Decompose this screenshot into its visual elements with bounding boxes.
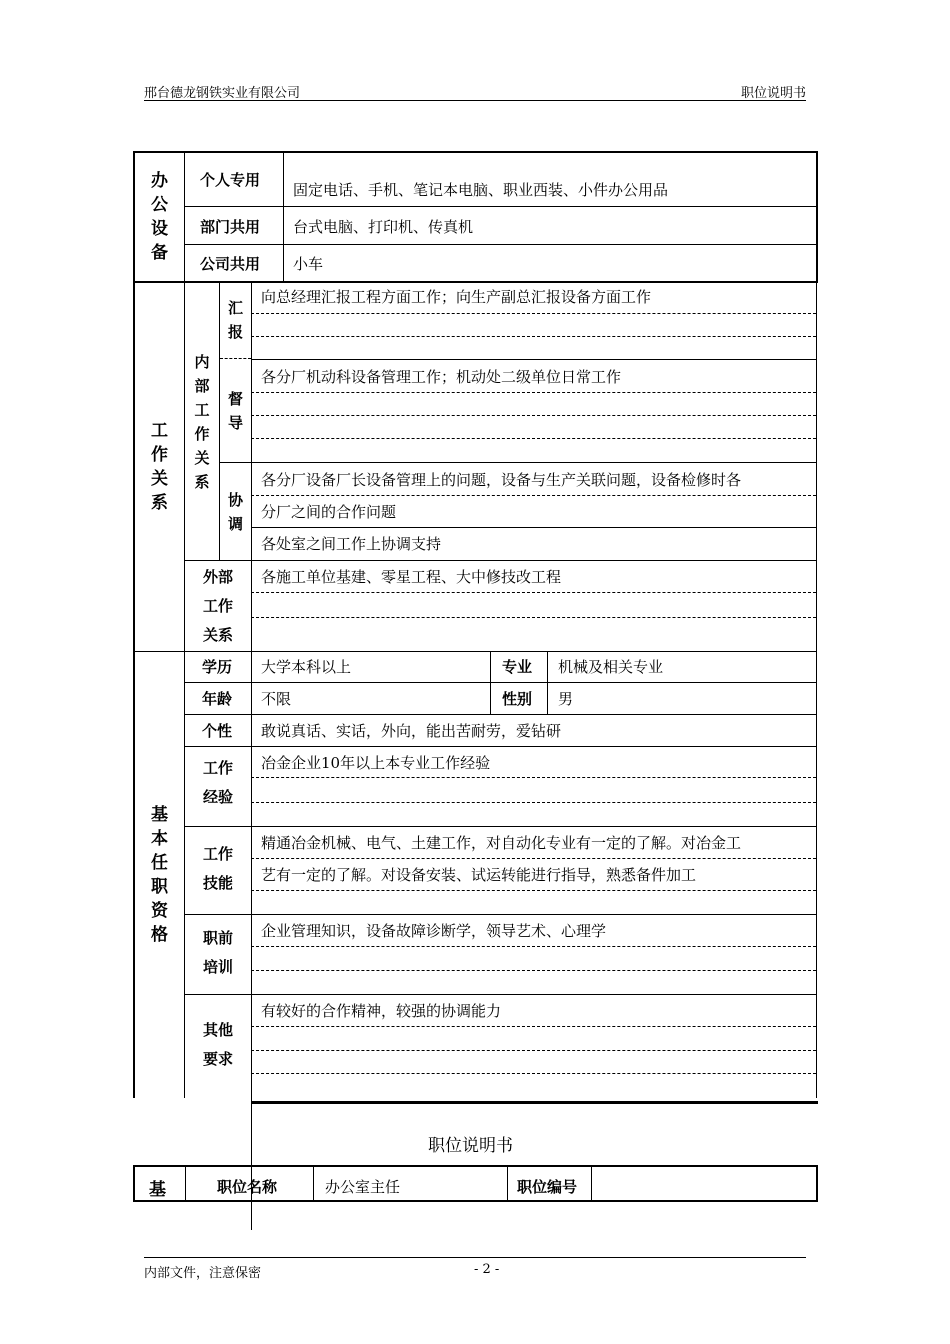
external-line-1: 各施工单位基建、零星工程、大中修技改工程 [261,568,562,586]
report-label: 汇 报 [227,299,243,341]
gender-label: 性别 [502,690,533,708]
personality-value: 敢说真话、实话，外向，能出苦耐劳，爱钻研 [261,722,562,740]
coordinate-line-2: 分厂之间的合作问题 [261,503,397,521]
major-value: 机械及相关专业 [558,658,664,676]
qualifications-title: 基 本 任 职 资 格 [151,805,168,945]
skills-label: 工作 技能 [202,845,233,892]
work-relations-title: 工 作 关 系 [151,421,168,513]
training-label: 职前 培训 [202,929,233,976]
skills-line-2: 艺有一定的了解。对设备安装、试运转能进行指导，熟悉备件加工 [261,866,697,884]
other-requirements-label: 其他 要求 [202,1021,233,1068]
page-number: - 2 - [474,1262,500,1277]
gender-value: 男 [558,690,574,708]
equipment-label-company: 公司共用 [200,255,261,273]
other-requirements-value: 有较好的合作精神，较强的协调能力 [261,1002,502,1020]
equipment-label-department: 部门共用 [200,218,261,236]
coordinate-line-1: 各分厂设备厂长设备管理上的问题，设备与生产关联问题，设备检修时各 [261,471,742,489]
experience-label: 工作 经验 [202,759,233,806]
training-value: 企业管理知识，设备故障诊断学，领导艺术、心理学 [261,922,607,940]
supervise-label: 督 导 [227,390,243,432]
education-value: 大学本科以上 [261,658,352,676]
age-label: 年龄 [202,690,233,708]
major-label: 专业 [502,658,533,676]
age-value: 不限 [261,690,292,708]
job-description-table [133,151,818,1098]
position-name-value: 办公室主任 [325,1178,401,1196]
internal-relations-label: 内 部 工 作 关 系 [194,352,210,491]
equipment-value-department: 台式电脑、打印机、传真机 [293,218,474,236]
experience-value: 冶金企业10年以上本专业工作经验 [261,754,491,772]
coordinate-label: 协 调 [227,490,243,533]
equipment-value-personal: 固定电话、手机、笔记本电脑、职业西装、小件办公用品 [293,181,669,199]
confidential-note: 内部文件，注意保密 [144,1266,262,1281]
second-section-title: 职位说明书 [428,1136,513,1156]
supervise-line-1: 各分厂机动科设备管理工作；机动处二级单位日常工作 [261,368,622,386]
basic-info-label: 基 [149,1180,166,1200]
external-relations-label: 外部 工作 关系 [202,568,233,644]
skills-line-1: 精通冶金机械、电气、土建工作，对自动化专业有一定的了解。对冶金工 [261,834,742,852]
personality-label: 个性 [202,722,233,740]
page-footer [144,1257,806,1282]
company-name: 邢台德龙钢铁实业有限公司 [144,86,301,101]
position-name-label: 职位名称 [217,1178,278,1196]
page-header [144,82,806,101]
position-code-label: 职位编号 [517,1178,578,1196]
report-line-1: 向总经理汇报工程方面工作；向生产副总汇报设备方面工作 [261,288,652,306]
coordinate-line-3: 各处室之间工作上协调支持 [261,535,442,553]
education-label: 学历 [202,658,233,676]
doc-title: 职位说明书 [740,86,806,101]
equipment-label-personal: 个人专用 [200,171,261,189]
office-equipment-title: 办 公 设 备 [151,171,168,263]
equipment-value-company: 小车 [293,255,324,273]
second-table [133,1165,818,1202]
